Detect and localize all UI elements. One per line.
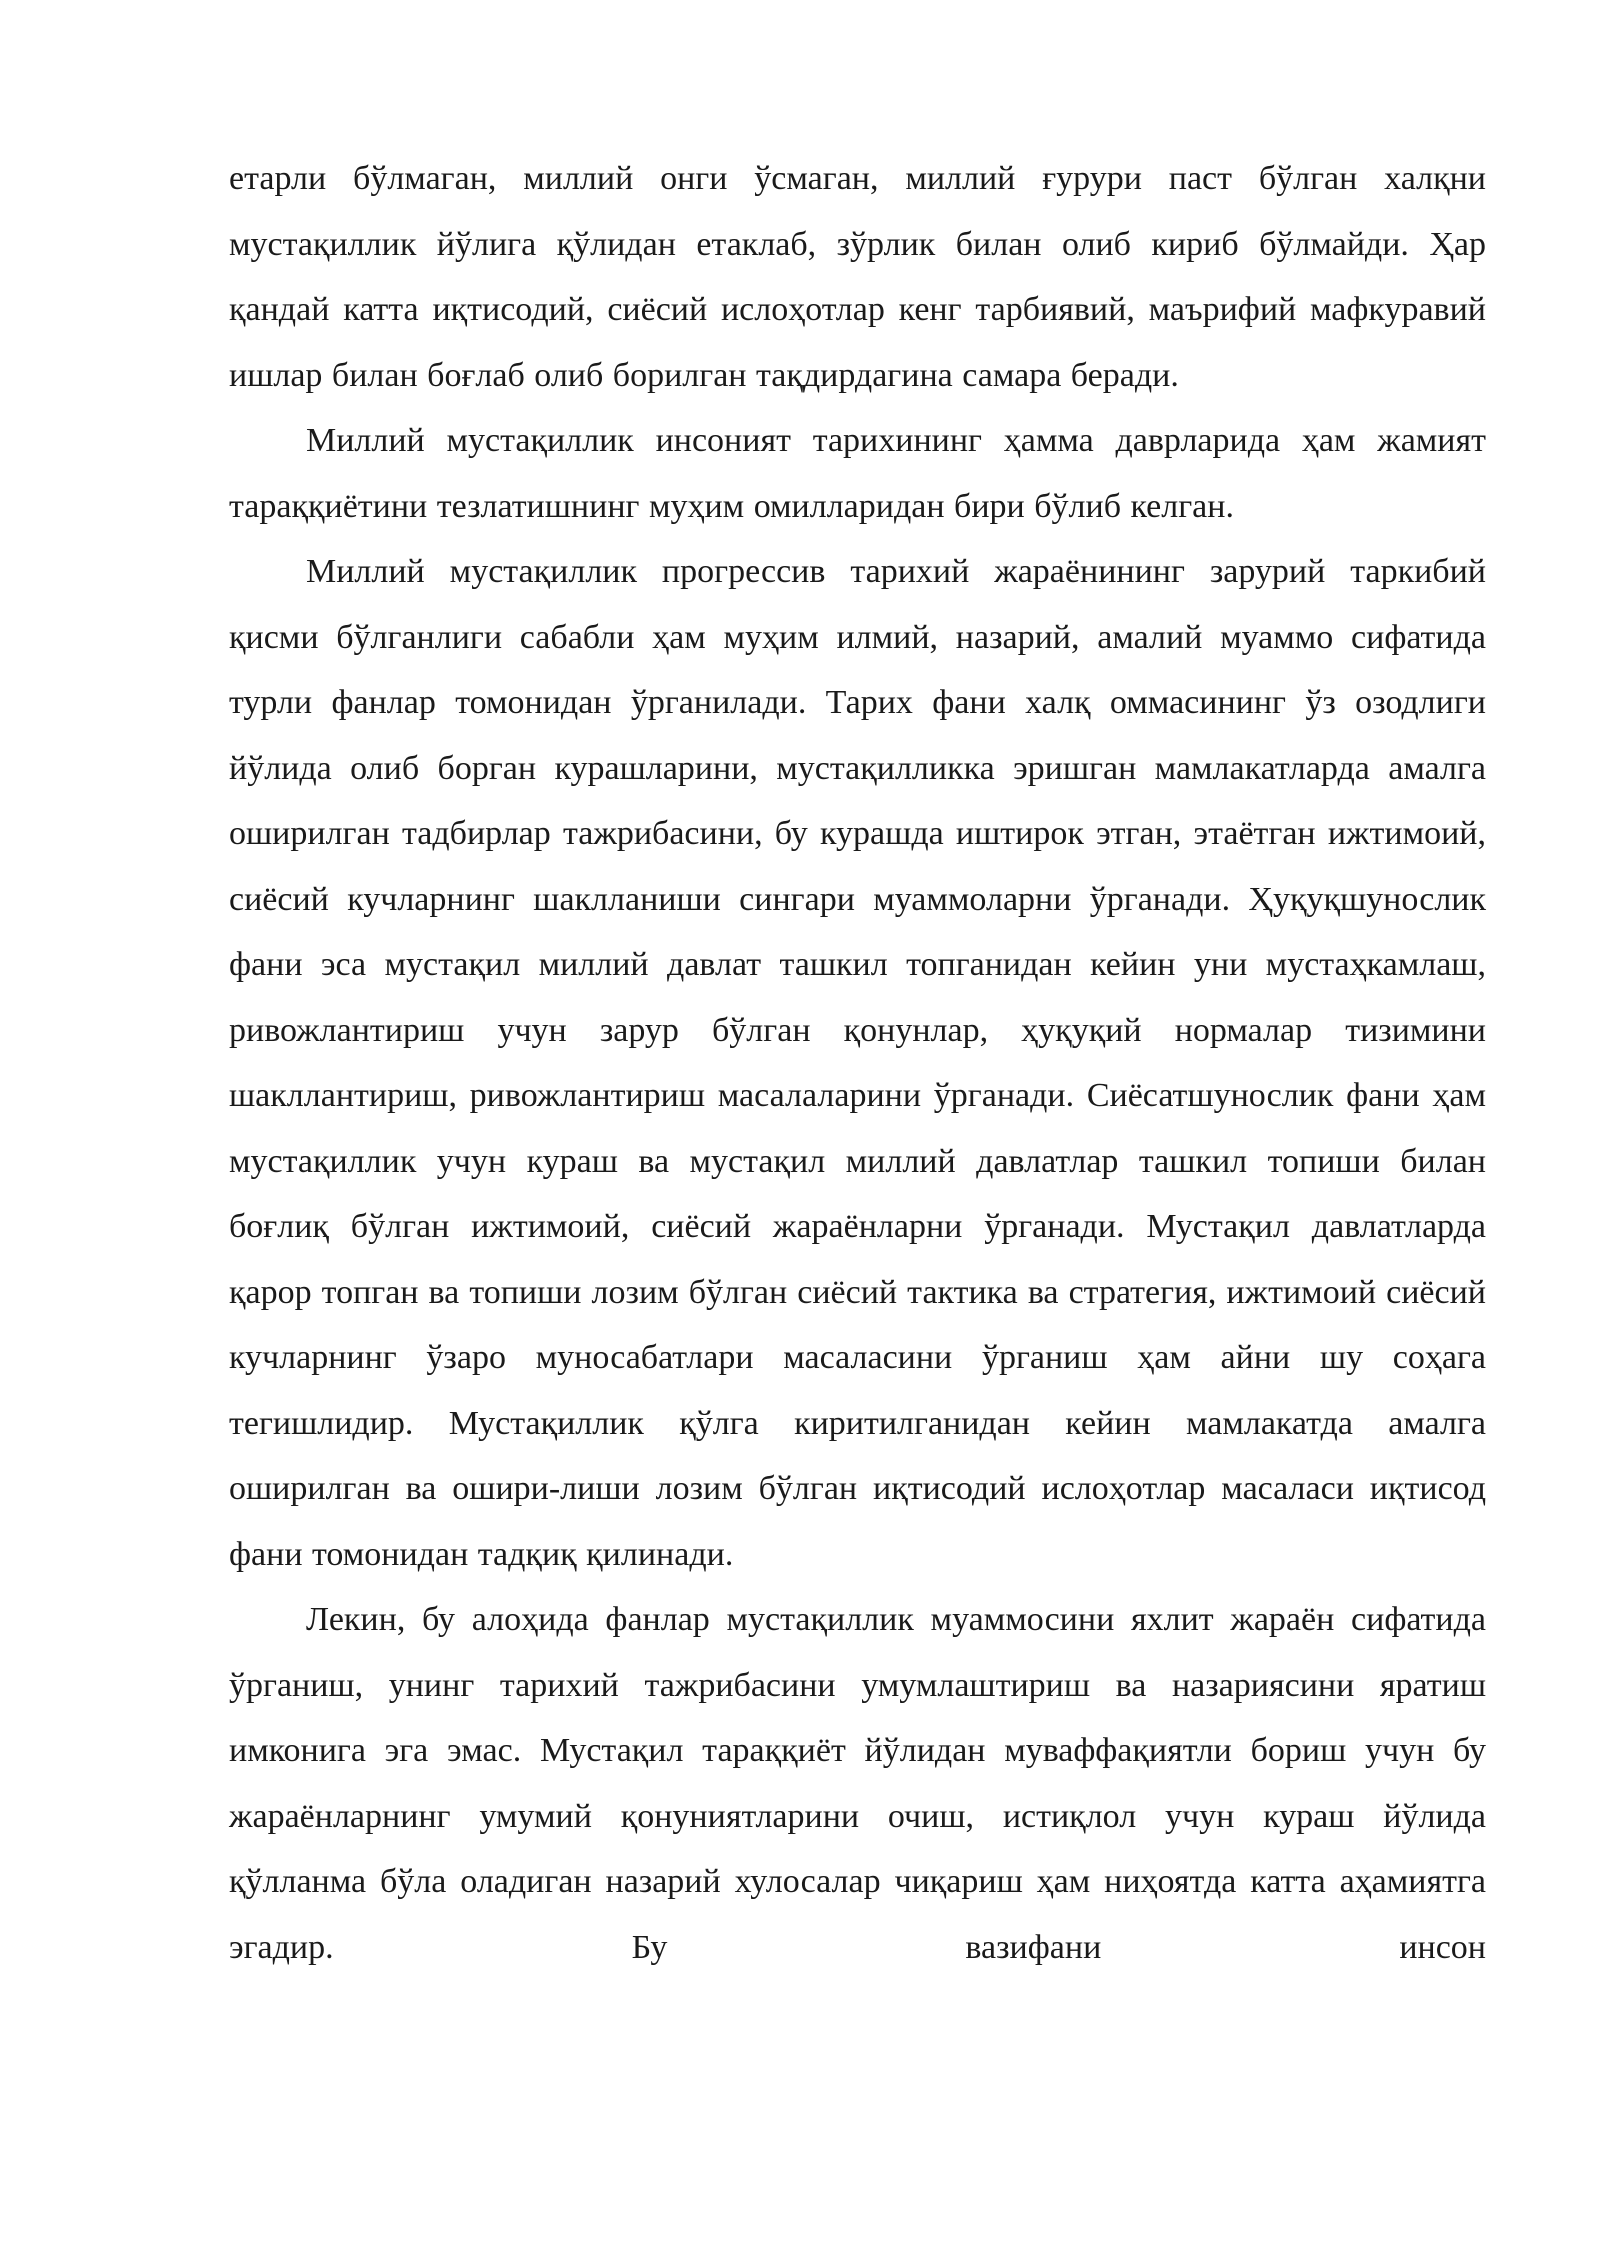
document-body <box>229 146 1486 1980</box>
paragraph-1: етарли бўлмаган, миллий онги ўсмаган, миллий ғурури паст бўлган халқни мустақиллик йўлига қўлидан етаклаб, зўрлик билан олиб кириб бўлмайди. Ҳар қандай катта иқтисодий, сиёсий ислоҳотлар кенг тарбиявий, маърифий мафкуравий ишлар билан боғлаб олиб борилган тақдирдагина самара беради. <box>229 160 1486 394</box>
paragraph-3: Миллий мустақиллик прогрессив тарихий жараёнининг зарурий таркибий қисми бўлганлиги сабабли ҳам муҳим илмий, назарий, амалий муаммо сифатида турли фанлар томонидан ўрганилади. Тарих фани халқ оммасининг ўз озодлиги йўлида олиб борган курашларини, мустақилликка эришган мамлакатларда амалга оширилган тадбирлар тажрибасини, бу курашда иштирок этган, этаётган ижтимоий, сиёсий кучларнинг шаклланиши сингари муаммоларни ўрганади. Ҳуқуқшунослик фани эса мустақил миллий давлат ташкил топганидан кейин уни мустаҳкамлаш, ривожлантириш учун зарур бўлган қонунлар, ҳуқуқий нормалар тизимини шакллантириш, ривожлантириш масалаларини ўрганади. Сиёсатшунослик фани ҳам мустақиллик учун кураш ва мустақил миллий давлатлар ташкил топиши билан боғлиқ бўлган ижтимоий, сиёсий жараёнларни ўрганади. Мустақил давлатларда қарор топган ва топиши лозим бўлган сиёсий тактика ва стратегия, ижтимоий сиёсий кучларнинг ўзаро муносабатлари масаласини ўрганиш ҳам айни шу соҳага тегишлидир. Мустақиллик қўлга киритилганидан кейин мамлакатда амалга оширилган ва ошири-лиши лозим бўлган иқтисодий ислоҳотлар масаласи иқтисод фани томонидан тадқиқ қилинади. <box>229 553 1486 1573</box>
paragraph-4: Лекин, бу алоҳида фанлар мустақиллик муаммосини яхлит жараён сифатида ўрганиш, унинг тарихий тажрибасини умумлаштириш ва назариясини яратиш имконига эга эмас. Мустақил тараққиёт йўлидан муваффақиятли бориш учун бу жараёнларнинг умумий қонуниятларини очиш, истиқлол учун кураш йўлида қўлланма бўла оладиган назарий хулосалар чиқариш ҳам ниҳоятда катта аҳамиятга эгадир. Бу вазифани инсон <box>229 1601 1486 1966</box>
paragraph-2: Миллий мустақиллик инсоният тарихининг ҳамма даврларида ҳам жамият тараққиётини тезлатишнинг муҳим омилларидан бири бўлиб келган. <box>229 422 1486 525</box>
